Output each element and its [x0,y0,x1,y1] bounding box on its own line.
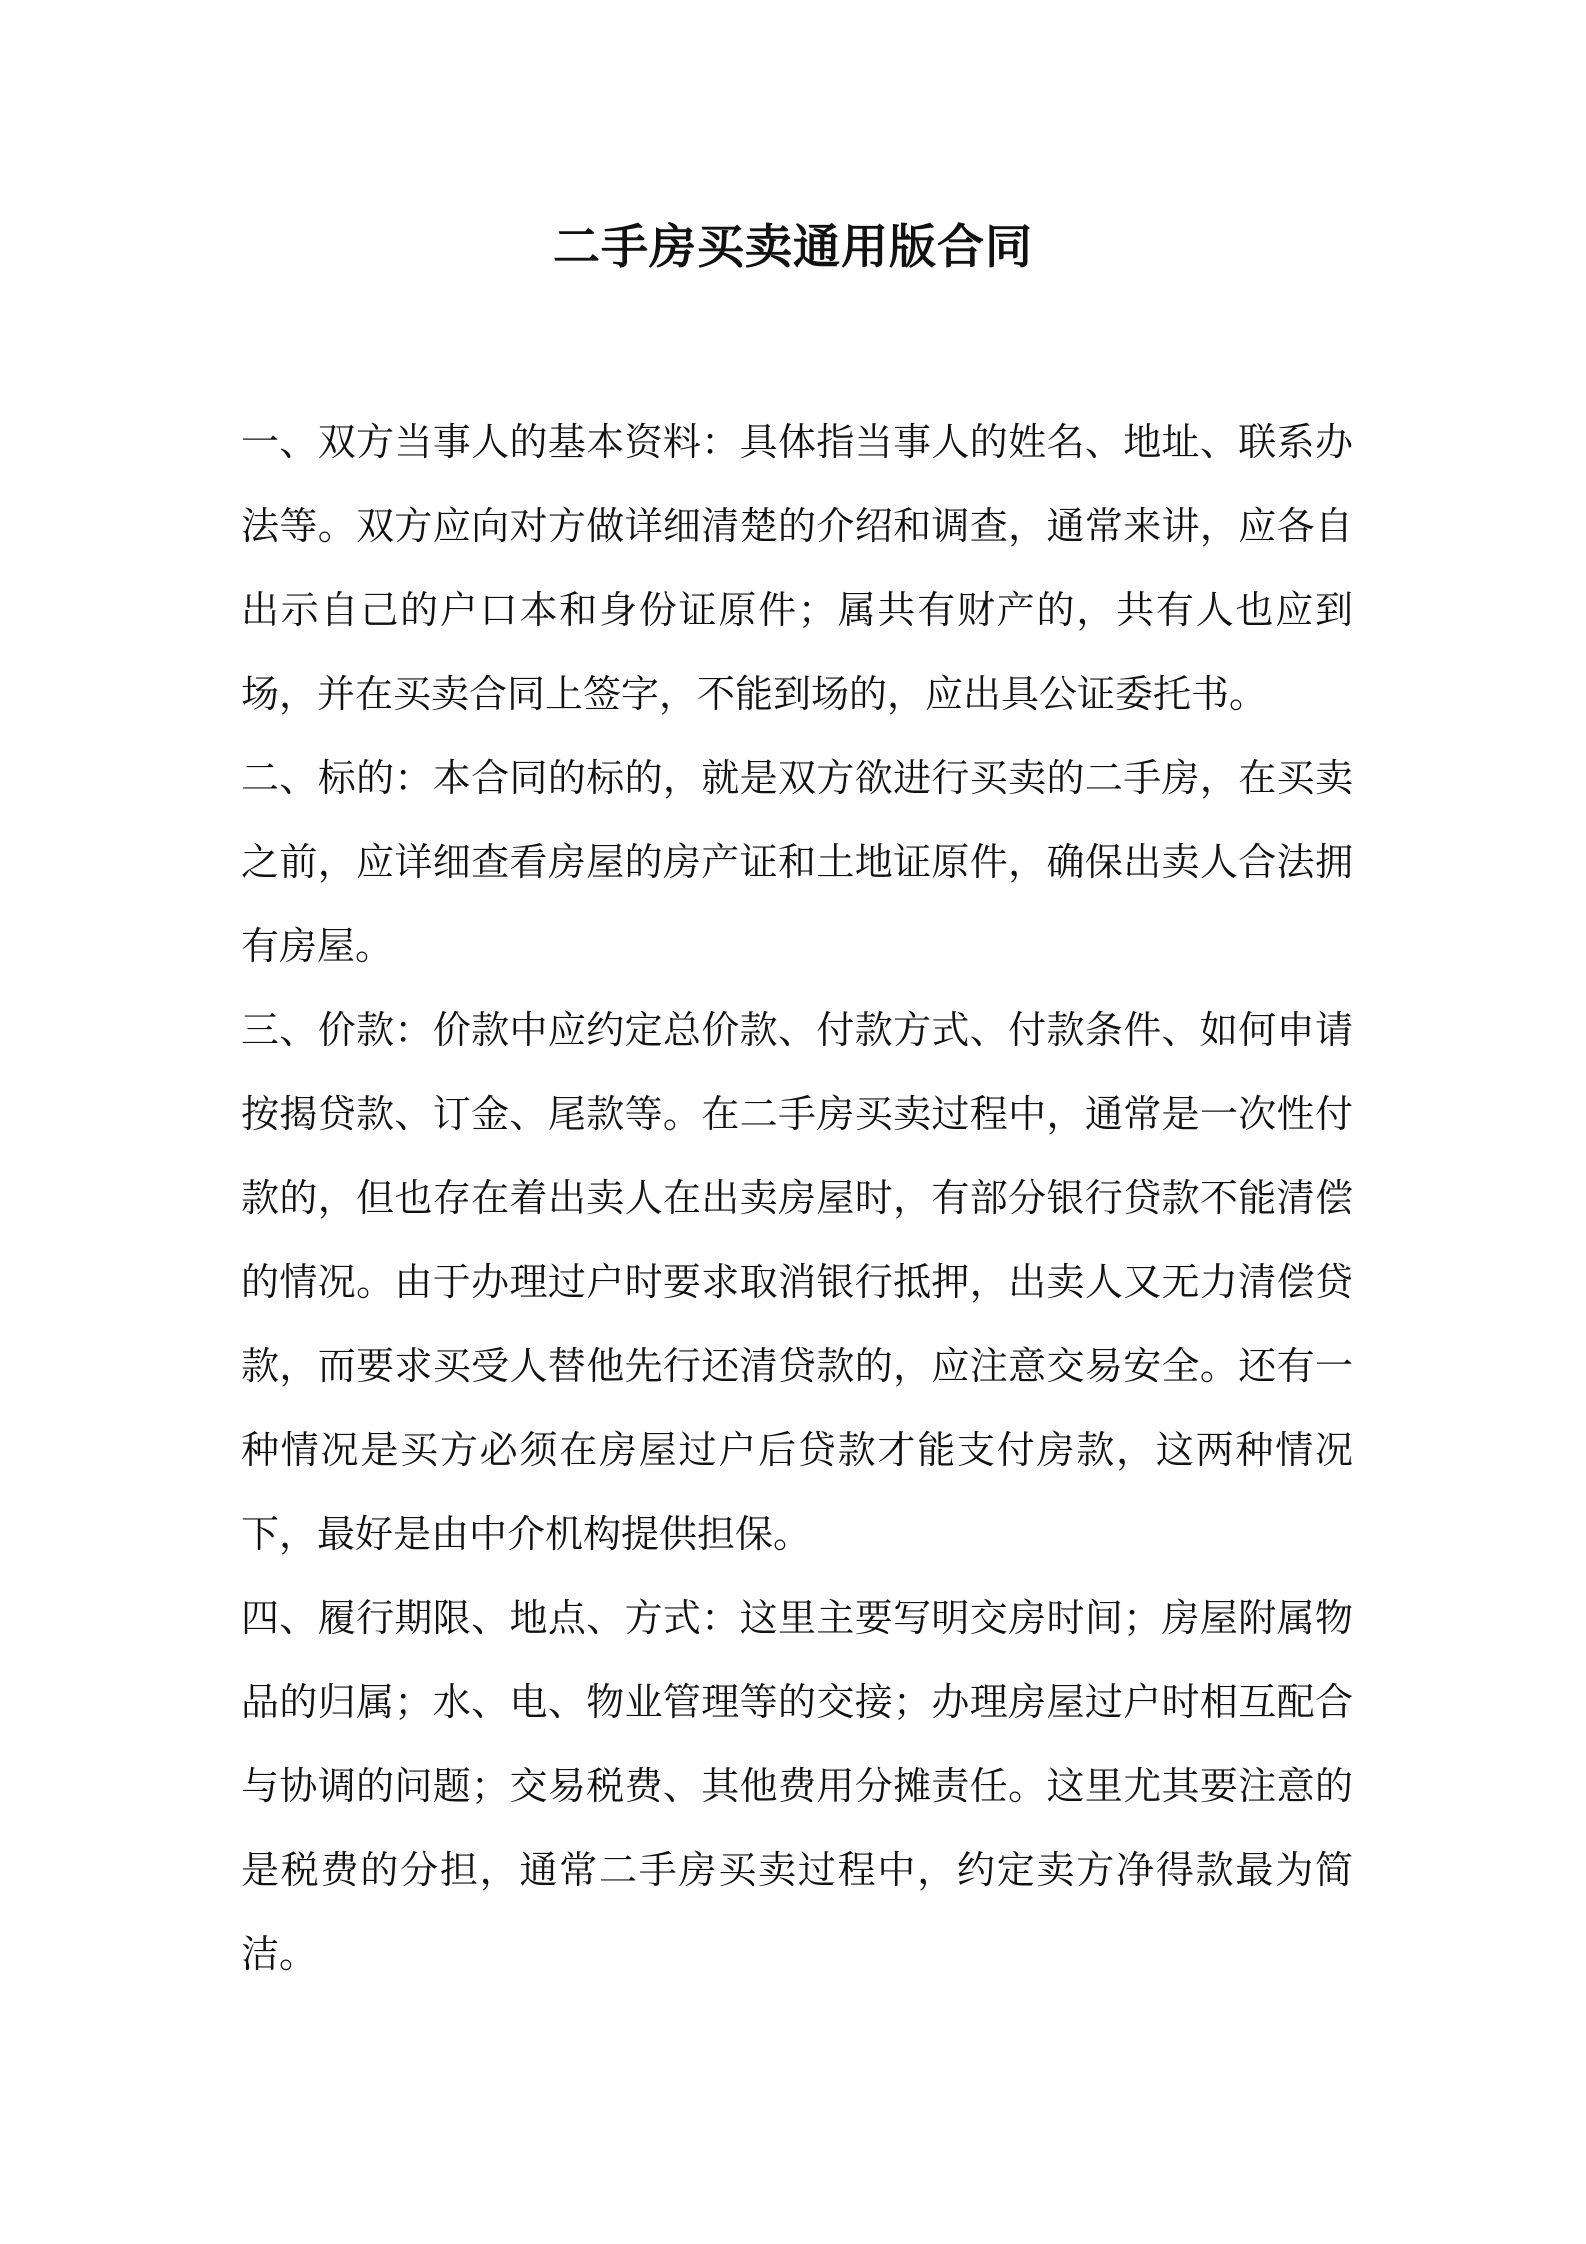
clause-2-subject: 二、标的：本合同的标的，就是双方欲进行买卖的二手房，在买卖之前，应详细查看房屋的房产证和土地证原件，确保出卖人合法拥有房屋。 [241,756,1353,968]
document-body [241,400,1353,1996]
document-title: 二手房买卖通用版合同 [553,220,1033,275]
clause-3-price: 三、价款：价款中应约定总价款、付款方式、付款条件、如何申请按揭贷款、订金、尾款等。在二手房买卖过程中，通常是一次性付款的，但也存在着出卖人在出卖房屋时，有部分银行贷款不能清偿的情况。由于办理过户时要求取消银行抵押，出卖人又无力清偿贷款，而要求买受人替他先行还清贷款的，应注意交易安全。还有一种情况是买方必须在房屋过户后贷款才能支付房款，这两种情况下，最好是由中介机构提供担保。 [241,1008,1353,1556]
clause-1-parties: 一、双方当事人的基本资料：具体指当事人的姓名、地址、联系办法等。双方应向对方做详细清楚的介绍和调查，通常来讲，应各自出示自己的户口本和身份证原件；属共有财产的，共有人也应到场，并在买卖合同上签字，不能到场的，应出具公证委托书。 [241,420,1353,716]
clause-4-performance: 四、履行期限、地点、方式：这里主要写明交房时间；房屋附属物品的归属；水、电、物业管理等的交接；办理房屋过户时相互配合与协调的问题；交易税费、其他费用分摊责任。这里尤其要注意的是税费的分担，通常二手房买卖过程中，约定卖方净得款最为简洁。 [241,1596,1353,1976]
